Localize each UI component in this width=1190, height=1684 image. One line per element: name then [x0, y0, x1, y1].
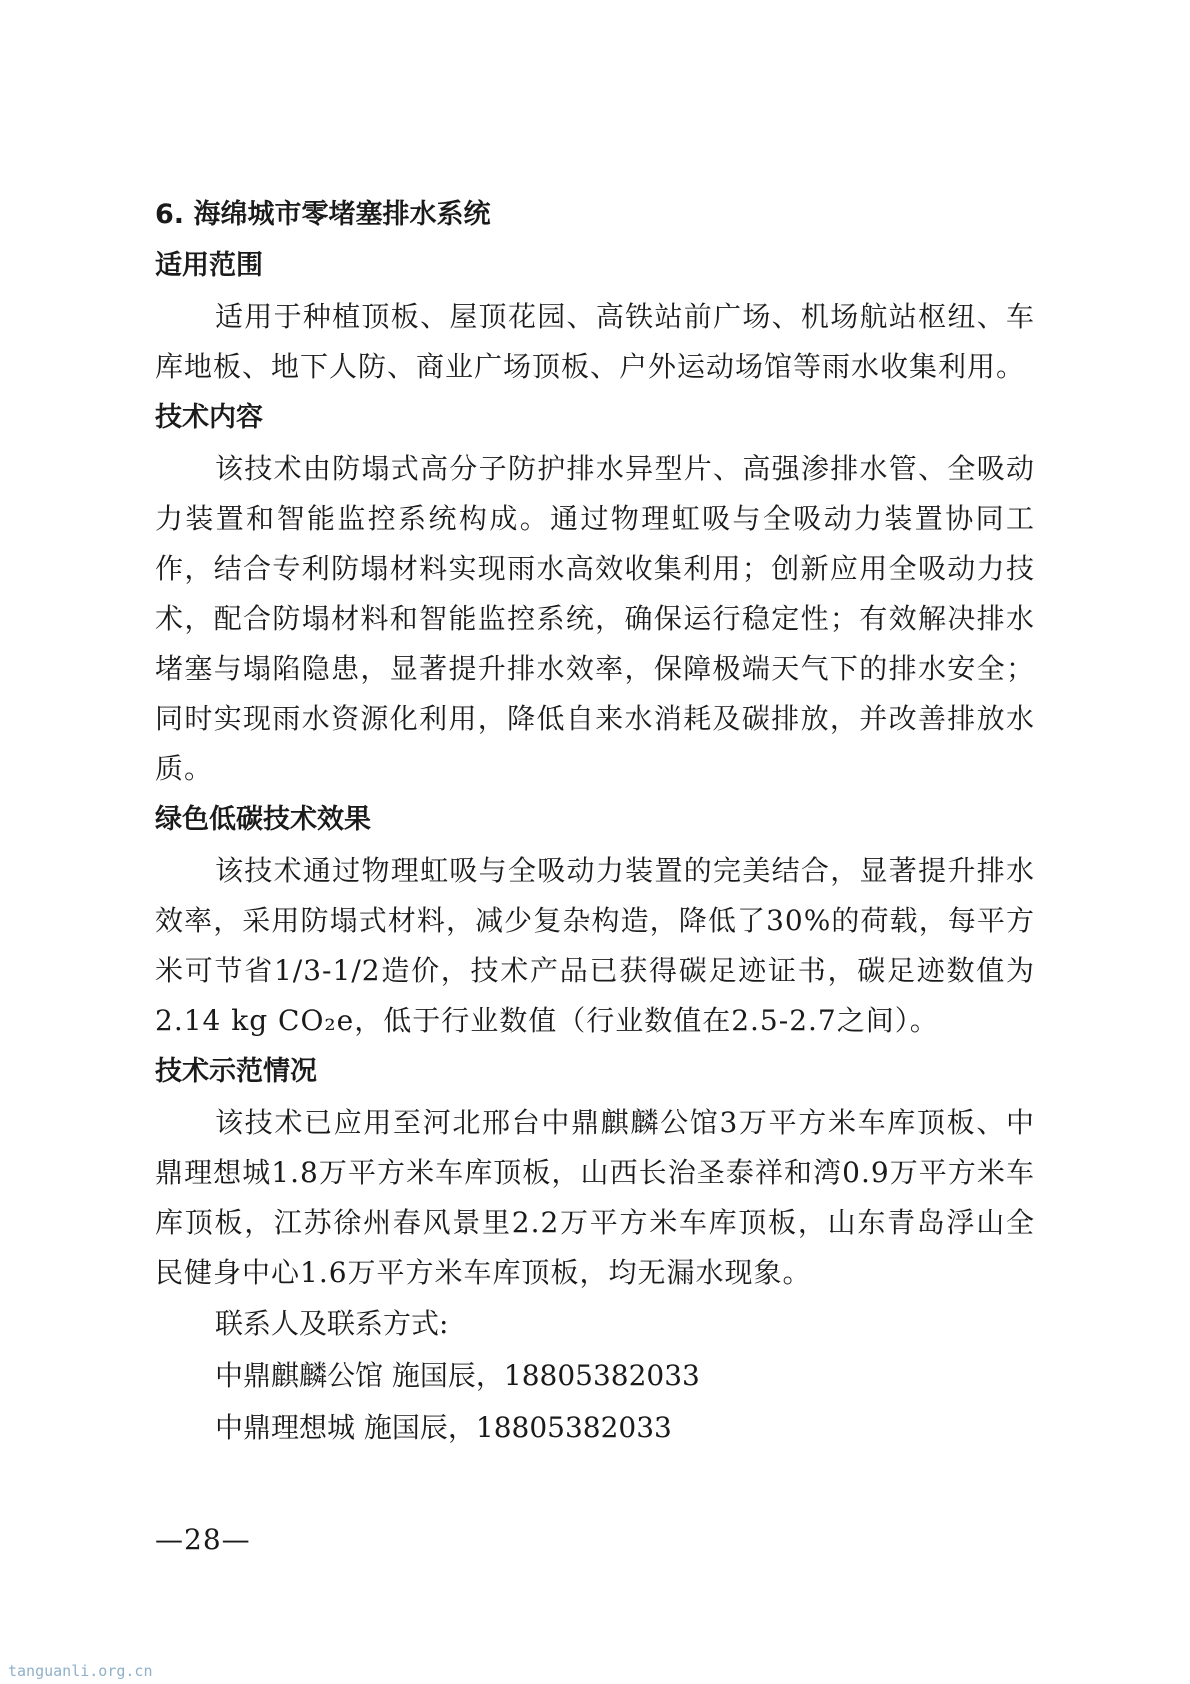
paragraph-technical-content: 该技术由防塌式高分子防护排水异型片、高强渗排水管、全吸动力装置和智能监控系统构成。通过物理虹吸与全吸动力装置协同工作，结合专利防塌材料实现雨水高效收集利用；创新应用全吸动力技术，配合防塌材料和智能监控系统，确保运行稳定性；有效解决排水堵塞与塌陷隐患，显著提升排水效率，保障极端天气下的排水安全；同时实现雨水资源化利用，降低自来水消耗及碳排放，并改善排放水质。: [155, 452, 1035, 785]
contact-entry: 中鼎麒麟公馆 施国辰，18805382033: [215, 1359, 700, 1392]
heading-green-effect: 绿色低碳技术效果: [155, 804, 371, 835]
heading-technical-content: 技术内容: [155, 402, 263, 433]
section-title: 6. 海绵城市零堵塞排水系统: [155, 199, 491, 230]
heading-scope: 适用范围: [155, 250, 263, 281]
page-number: —28—: [155, 1523, 251, 1556]
contact-entry: 中鼎理想城 施国辰，18805382033: [215, 1411, 672, 1444]
heading-demonstration: 技术示范情况: [155, 1056, 317, 1087]
paragraph-green-effect: 该技术通过物理虹吸与全吸动力装置的完美结合，显著提升排水效率，采用防塌式材料，减少复杂构造，降低了30%的荷载，每平方米可节省1/3-1/2造价，技术产品已获得碳足迹证书，碳足迹数值为2.14 kg CO₂e，低于行业数值（行业数值在2.5-2.7之间）。: [155, 854, 1035, 1037]
paragraph-demonstration: 该技术已应用至河北邢台中鼎麒麟公馆3万平方米车库顶板、中鼎理想城1.8万平方米车库顶板，山西长治圣泰祥和湾0.9万平方米车库顶板，江苏徐州春风景里2.2万平方米车库顶板，山东青岛浮山全民健身中心1.6万平方米车库顶板，均无漏水现象。: [155, 1106, 1035, 1289]
contact-label: 联系人及联系方式:: [215, 1307, 449, 1340]
paragraph-scope: 适用于种植顶板、屋顶花园、高铁站前广场、机场航站枢纽、车库地板、地下人防、商业广场顶板、户外运动场馆等雨水收集利用。: [155, 300, 1035, 383]
document-body: [155, 190, 1035, 1454]
site-watermark: tanguanli.org.cn: [8, 1662, 153, 1680]
